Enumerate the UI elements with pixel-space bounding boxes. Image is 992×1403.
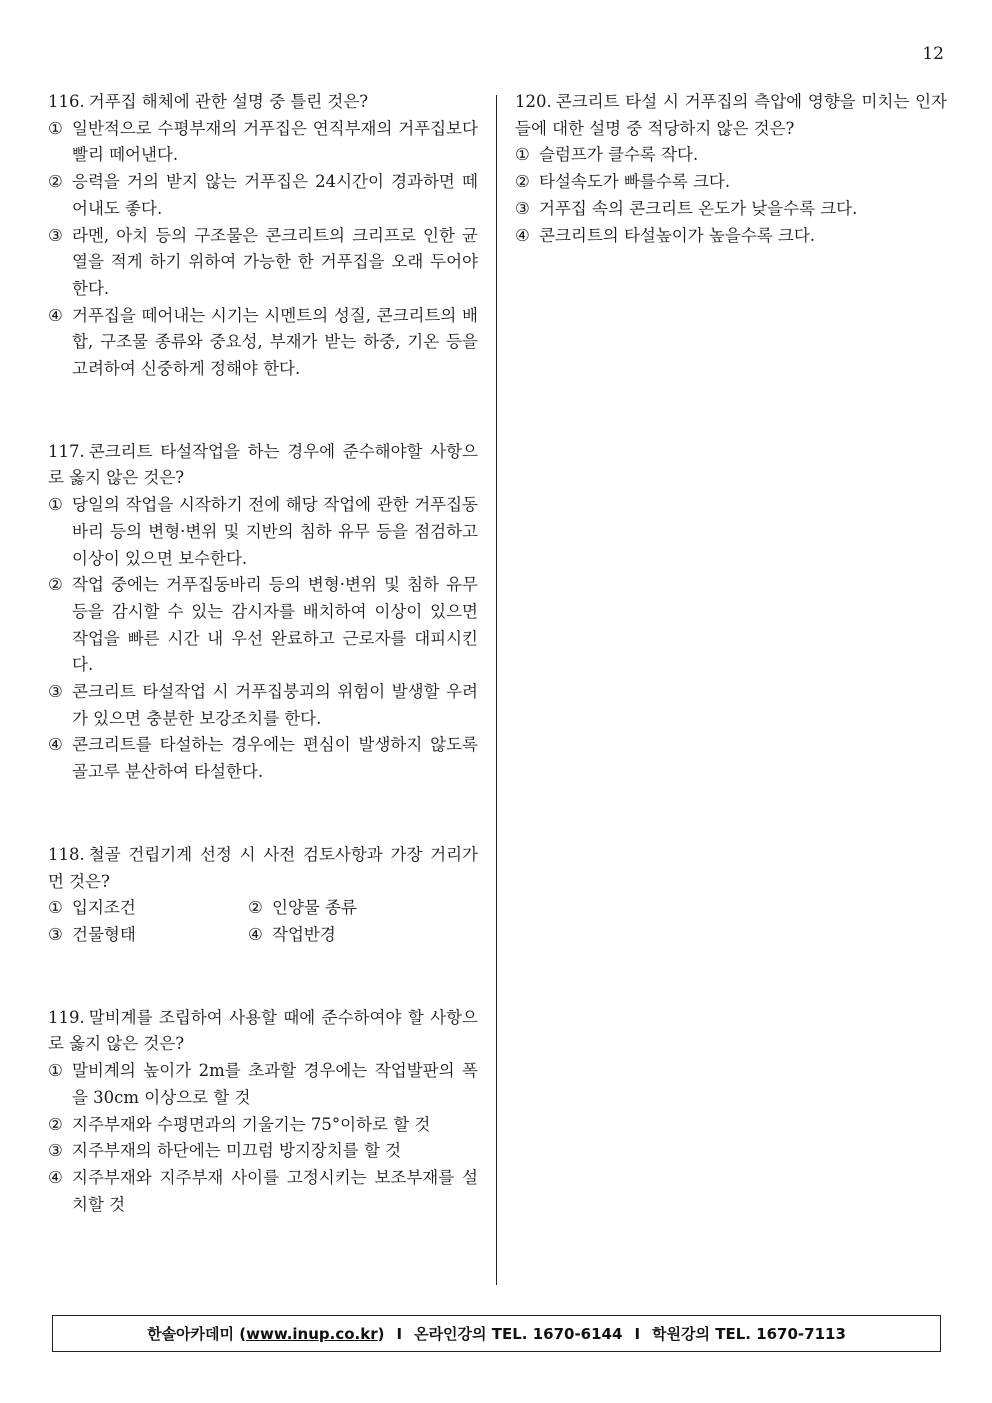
- option-mark: ②: [515, 172, 530, 192]
- option-grid: [48, 895, 478, 948]
- option-mark: ②: [48, 1114, 63, 1134]
- question-117: [48, 439, 478, 786]
- option-mark: ④: [48, 1167, 63, 1187]
- option-4: [48, 1165, 478, 1218]
- option-text: 작업 중에는 거푸집동바리 등의 변형·변위 및 침하 유무 등을 감시할 수 있는 감시자를 배치하여 이상이 있으면 작업을 빠른 시간 내 우선 완료하고 근로자를 대피시킨다.: [72, 575, 478, 675]
- option-mark: ③: [515, 198, 530, 218]
- option-mark: ③: [48, 1141, 63, 1161]
- footer-banner: 한솔아카데미 ( www.inup.co.kr ) I 온라인강의 TEL. 1670-6144 I 학원강의 TEL. 1670-7113: [52, 1315, 941, 1352]
- option-mark: ④: [515, 225, 530, 245]
- question-119: [48, 1005, 478, 1219]
- option-mark: ③: [48, 682, 63, 702]
- option-4: [515, 223, 947, 250]
- footer-separator: I: [634, 1324, 641, 1343]
- question-number: 117.: [48, 441, 85, 461]
- academy-lecture-phone: 학원강의 TEL. 1670-7113: [652, 1325, 846, 1343]
- option-mark: ③: [48, 225, 63, 245]
- option-1: [48, 116, 478, 169]
- option-text: 당일의 작업을 시작하기 전에 해당 작업에 관한 거푸집동바리 등의 변형·변위 및 지반의 침하 유무 등을 점검하고 이상이 있으면 보수한다.: [72, 495, 478, 568]
- option-text: 콘크리트를 타설하는 경우에는 편심이 발생하지 않도록 골고루 분산하여 타설한다.: [72, 735, 478, 782]
- option-3: [515, 196, 947, 223]
- option-text: 슬럼프가 클수록 작다.: [539, 145, 699, 165]
- option-mark: ②: [48, 575, 63, 595]
- option-1: [515, 142, 947, 169]
- option-1: [48, 492, 478, 572]
- option-text: 인양물 종류: [272, 898, 357, 918]
- academy-name: 한솔아카데미: [147, 1325, 235, 1343]
- option-3: [48, 1138, 478, 1165]
- option-text: 거푸집 속의 콘크리트 온도가 낮을수록 크다.: [539, 198, 858, 218]
- question-number: 120.: [515, 92, 552, 111]
- option-mark: ②: [48, 172, 63, 192]
- option-3: [48, 679, 478, 732]
- option-text: 응력을 거의 받지 않는 거푸집은 24시간이 경과하면 떼어내도 좋다.: [72, 172, 478, 218]
- question-text: 철골 건립기계 선정 시 사전 검토사항과 가장 거리가 먼 것은?: [48, 844, 478, 891]
- option-4: [248, 922, 448, 949]
- question-number: 119.: [48, 1007, 85, 1027]
- page-number: 12: [922, 44, 944, 64]
- option-2: [48, 572, 478, 679]
- option-text: 콘크리트 타설작업 시 거푸집붕괴의 위험이 발생할 우려가 있으면 충분한 보강조치를 한다.: [72, 682, 478, 728]
- question-text: 콘크리트 타설 시 거푸집의 측압에 영향을 미치는 인자들에 대한 설명 중 적당하지 않은 것은?: [515, 92, 947, 138]
- option-mark: ③: [48, 924, 63, 944]
- option-text: 거푸집을 떼어내는 시기는 시멘트의 성질, 콘크리트의 배합, 구조물 종류와 중요성, 부재가 받는 하중, 기온 등을 고려하여 신중하게 정해야 한다.: [72, 305, 478, 379]
- option-2: [248, 895, 448, 922]
- option-4: [48, 303, 478, 383]
- question-text: 거푸집 해체에 관한 설명 중 틀린 것은?: [88, 92, 369, 111]
- option-2: [48, 1112, 478, 1139]
- option-mark: ①: [48, 1061, 63, 1081]
- option-text: 콘크리트의 타설높이가 높을수록 크다.: [539, 225, 816, 245]
- option-mark: ①: [48, 495, 63, 515]
- option-text: 일반적으로 수평부재의 거푸집은 연직부재의 거푸집보다 빨리 떼어낸다.: [72, 118, 478, 165]
- question-120: [515, 89, 947, 249]
- question-stem: [48, 1005, 478, 1058]
- option-mark: ①: [515, 145, 530, 165]
- option-mark: ④: [48, 735, 63, 755]
- question-stem: [48, 89, 478, 116]
- option-mark: ①: [48, 898, 63, 918]
- right-column: [515, 89, 947, 249]
- option-text: 건물형태: [72, 924, 136, 944]
- option-mark: ④: [48, 305, 63, 325]
- option-text: 작업반경: [272, 924, 336, 944]
- option-1: [48, 1058, 478, 1111]
- option-text: 말비계의 높이가 2m를 초과할 경우에는 작업발판의 폭을 30cm 이상으로 할 것: [72, 1061, 478, 1107]
- option-mark: ④: [248, 924, 263, 944]
- question-text: 말비계를 조립하여 사용할 때에 준수하여야 할 사항으로 옳지 않은 것은?: [48, 1007, 478, 1054]
- question-number: 116.: [48, 92, 85, 111]
- option-3: [48, 223, 478, 303]
- question-number: 118.: [48, 844, 85, 864]
- option-3: [48, 922, 248, 949]
- option-text: 타설속도가 빠를수록 크다.: [539, 172, 731, 192]
- footer-separator: I: [396, 1324, 403, 1343]
- option-text: 라멘, 아치 등의 구조물은 콘크리트의 크리프로 인한 균열을 적게 하기 위하여 가능한 한 거푸집을 오래 두어야 한다.: [72, 225, 478, 298]
- website-link[interactable]: www.inup.co.kr: [246, 1324, 378, 1343]
- option-text: 입지조건: [72, 898, 136, 918]
- option-2: [515, 169, 947, 196]
- option-text: 지주부재와 수평면과의 기울기는 75°이하로 할 것: [72, 1114, 431, 1134]
- question-stem: [48, 439, 478, 492]
- option-text: 지주부재의 하단에는 미끄럼 방지장치를 할 것: [72, 1141, 402, 1161]
- question-text: 콘크리트 타설작업을 하는 경우에 준수해야할 사항으로 옳지 않은 것은?: [48, 441, 478, 488]
- option-mark: ②: [248, 898, 263, 918]
- option-4: [48, 732, 478, 785]
- question-118: [48, 842, 478, 949]
- left-column: [48, 89, 478, 1218]
- column-divider: [496, 95, 497, 1285]
- option-text: 지주부재와 지주부재 사이를 고정시키는 보조부재를 설치할 것: [72, 1167, 478, 1214]
- question-stem: [48, 842, 478, 895]
- option-1: [48, 895, 248, 922]
- question-stem: [515, 89, 947, 142]
- option-mark: ①: [48, 118, 63, 138]
- online-lecture-phone: 온라인강의 TEL. 1670-6144: [414, 1325, 623, 1343]
- question-116: [48, 89, 478, 383]
- option-2: [48, 169, 478, 222]
